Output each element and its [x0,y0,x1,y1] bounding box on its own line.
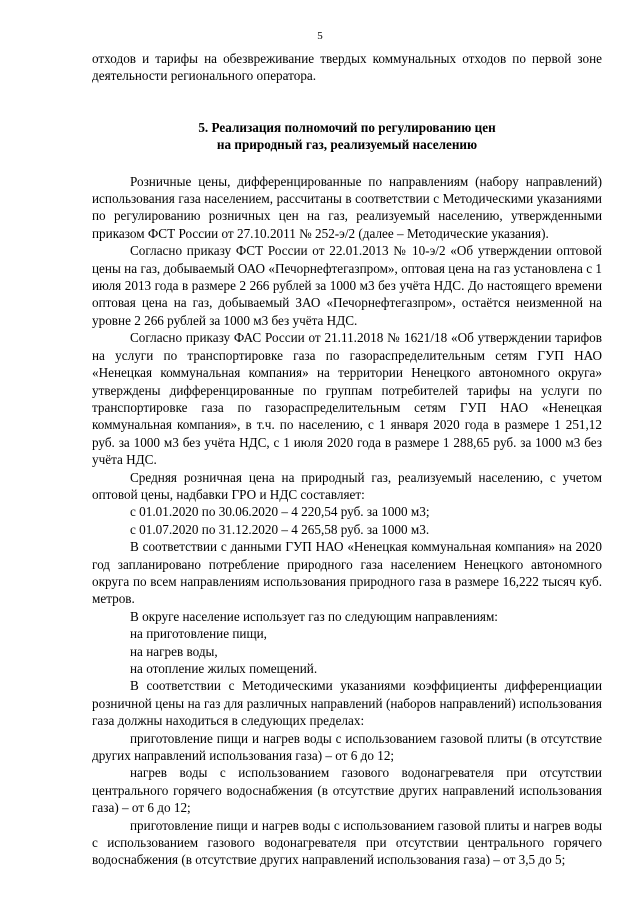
document-body [92,50,602,869]
coefficient-stove-and-heater: приготовление пищи и нагрев воды с использованием газовой плиты и нагрев воды с использованием газового водонагревателя при отсутствии центрального горячего водоснабжения (в отсутствие других направлений использования газа) – от 3,5 до 5; [92,817,602,868]
section-heading [92,119,602,154]
section-title-line-2: на природный газ, реализуемый населению [216,137,478,153]
usage-space-heating: на отопление жилых помещений. [130,661,318,676]
coefficient-stove: приготовление пищи и нагрев воды с использованием газовой плиты (в отсутствие других направлений использования газа) – от 6 до 12; [92,730,602,764]
paragraph-retail-prices: Розничные цены, дифференцированные по направлениям (набору направлений) использования газа населением, рассчитаны в соответствии с Методическими указаниями по регулированию розничных цен на газ, реализуемый населению, утвержденными приказом ФСТ России от 27.10.2011 № 252-э/2 (далее – Методические указания). [92,173,602,241]
paragraph-consumption-plan: В соответствии с данными ГУП НАО «Ненецкая коммунальная компания» на 2020 год запланировано потребление природного газа населением Ненецкого автономного округа по всем направлениям использования природного газа в размере 16,222 тысяч куб. метров. [92,539,602,607]
paragraph-wholesale-price: Согласно приказу ФСТ России от 22.01.2013 № 10-э/2 «Об утверждении оптовой цены на газ, добываемый ОАО «Печорнефтегазпром», оптовая цена на газ установлена с 1 июля 2013 года в размере 2 266 рублей за 1000 м3 без учёта НДС. До настоящего времени оптовая цена на газ, добываемый ЗАО «Печорнефтегазпром», остаётся неизменной на уровне 2 266 рублей за 1000 м3 без учёта НДС. [92,243,602,328]
price-period-2: с 01.07.2020 по 31.12.2020 – 4 265,58 руб. за 1000 м3. [130,521,430,537]
intro-tail-paragraph: отходов и тарифы на обезвреживание твердых коммунальных отходов по первой зоне деятельности регионального оператора. [92,51,602,84]
usage-water-heating: на нагрев воды, [130,643,218,659]
paragraph-usage-directions: В округе население использует газ по следующим направлениям: [130,608,498,624]
section-title-line-1: 5. Реализация полномочий по регулированию цен [198,119,496,135]
usage-cooking: на приготовление пищи, [130,626,267,642]
paragraph-coefficients: В соответствии с Методическими указаниями коэффициенты дифференциации розничной цены на газ для различных направлений (наборов направлений) использования газа должны находиться в следующих пределах: [92,678,602,729]
coefficient-water-heater: нагрев воды с использованием газового водонагревателя при отсутствии центрального горячего водоснабжения (в отсутствие других направлений использования газа) – от 6 до 12; [92,765,602,816]
paragraph-transport-tariffs: Согласно приказу ФАС России от 21.11.2018 № 1621/18 «Об утверждении тарифов на услуги по транспортировке газа по газораспределительным сетям ГУП НАО «Ненецкая коммунальная компания» на территории Ненецкого автономного округа» утверждены дифференцированные по группам потребителей тарифы на услуги по транспортировке газа по газораспределительным сетям ГУП НАО «Ненецкая коммунальная компания», в т.ч. по населению, с 1 января 2020 года в размере 1 251,12 руб. за 1000 м3 без учёта НДС, с 1 июля 2020 года в размере 1 288,65 руб. за 1000 м3 без учёта НДС. [92,330,602,468]
price-period-1: с 01.01.2020 по 30.06.2020 – 4 220,54 руб. за 1000 м3; [130,504,430,520]
paragraph-average-price: Средняя розничная цена на природный газ, реализуемый населению, с учетом оптовой цены, надбавки ГРО и НДС составляет: [92,469,602,502]
page-number: 5 [317,30,323,42]
